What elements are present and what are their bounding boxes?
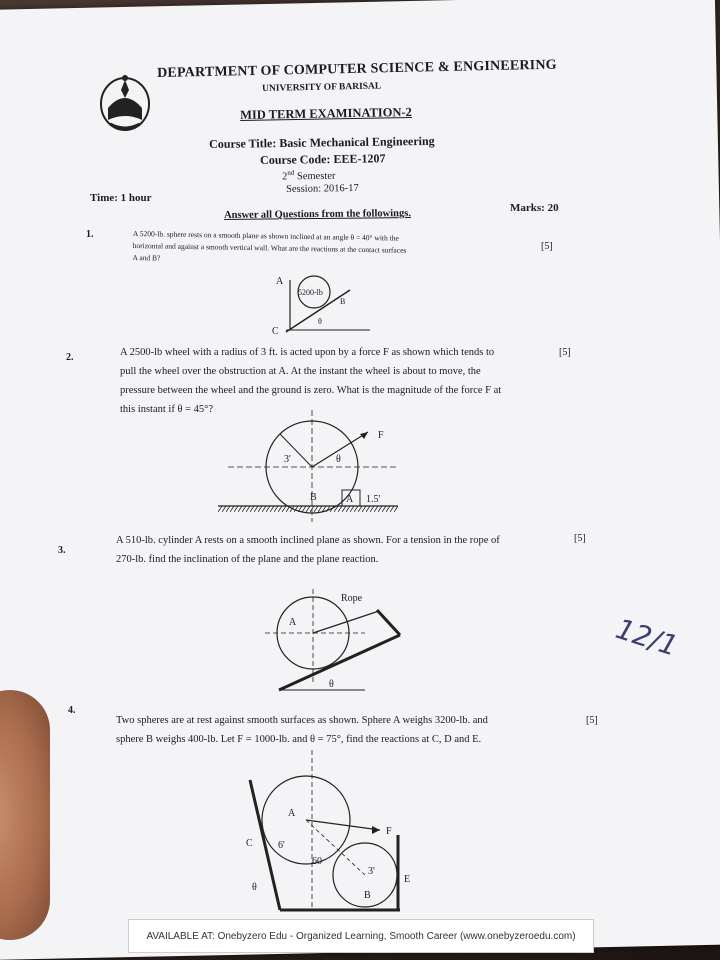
q1-line-1: A 5200-lb. sphere rests on a smooth plane as shown inclined at an angle θ = 40° with the (132, 228, 399, 243)
q1-label-a: A (276, 276, 284, 287)
q2-ground-hatch (218, 506, 398, 512)
exam-time: Time: 1 hour (90, 192, 152, 204)
q3-text (116, 531, 500, 569)
university-name: UNIVERSITY OF BARISAL (262, 81, 382, 94)
q2-label-f: F (378, 430, 384, 441)
q4-label-theta: θ (252, 882, 257, 893)
q3-label-a: A (289, 617, 297, 628)
handwritten-mark: 12/1 (611, 612, 682, 663)
q3-rope (313, 611, 379, 633)
q1-line-3: A and B? (132, 252, 161, 263)
q3-number: 3. (58, 545, 66, 556)
q2-label-b: B (310, 492, 317, 503)
q4-label-b: B (364, 890, 371, 901)
semester (282, 168, 336, 182)
q3-label-rope: Rope (341, 593, 363, 604)
q2-line-2: pull the wheel over the obstruction at A. At the instant the wheel is about to move, the (120, 366, 481, 377)
q2-label-a: A (346, 494, 354, 505)
q4-line-1: Two spheres are at rest against smooth surfaces as shown. Sphere A weighs 3200-lb. and (116, 715, 488, 726)
thumb-fingers (0, 690, 50, 940)
q3-marks: [5] (574, 533, 586, 544)
q1-weight-label: 5200-lb (298, 288, 323, 297)
q2-marks: [5] (559, 347, 571, 358)
q2-line-4: this instant if θ = 45°? (120, 404, 214, 415)
department-name: DEPARTMENT OF COMPUTER SCIENCE & ENGINEERING (157, 57, 557, 81)
q2-label-height: 1.5' (366, 494, 381, 505)
exam-marks: Marks: 20 (510, 202, 559, 214)
course-title: Course Title: Basic Mechanical Engineering (209, 133, 435, 151)
q2-figure (218, 410, 408, 525)
q4-label-f: F (386, 826, 392, 837)
semester-number: 2 (282, 171, 288, 183)
q3-line-1: A 510-lb. cylinder A rests on a smooth inclined plane as shown. For a tension in the rope of (116, 535, 500, 546)
q3-incline (279, 635, 400, 690)
q2-line-3: pressure between the wheel and the ground is zero. What is the magnitude of the force F at (120, 385, 502, 396)
q4-line-2: sphere B weighs 400-lb. Let F = 1000-lb. and θ = 75°, find the reactions at C, D and E. (116, 734, 482, 745)
q4-label-radius-b: 3' (368, 866, 375, 877)
q4-label-radius-a: 6' (278, 840, 285, 851)
q4-label-angle: 60 (312, 856, 322, 867)
q4-force-arrow-icon (372, 826, 380, 834)
q3-line-2: 270-lb. find the inclination of the plane and the plane reaction. (116, 554, 379, 565)
q4-label-c: C (246, 838, 253, 849)
q1-line-2: horizontal and against a smooth vertical wall. What are the reactions at the contact surfaces (132, 240, 407, 255)
q2-label-radius: 3' (284, 454, 291, 465)
instruction: Answer all Questions from the followings. (224, 208, 411, 221)
q4-text (116, 711, 488, 749)
q1-marks: [5] (541, 241, 553, 252)
q2-force-arrow-icon (360, 432, 368, 439)
exam-title: MID TERM EXAMINATION-2 (240, 105, 412, 122)
q4-label-e: E (404, 874, 411, 885)
session: Session: 2016-17 (286, 182, 359, 195)
q2-line-1: A 2500-lb wheel with a radius of 3 ft. is acted upon by a force F as shown which tends to (120, 347, 495, 358)
q3-figure (255, 585, 410, 695)
watermark-banner: AVAILABLE AT: Onebyzero Edu - Organized Learning, Smooth Career (www.onebyzeroedu.com) (128, 919, 594, 953)
semester-word: Semester (294, 170, 336, 183)
q2-label-theta: θ (336, 454, 341, 465)
q2-number: 2. (66, 352, 74, 363)
q3-post (377, 610, 400, 635)
course-code: Course Code: EEE-1207 (260, 151, 386, 167)
q2-text (120, 343, 501, 419)
q1-figure (260, 270, 380, 340)
q4-force-line (306, 820, 380, 830)
q1-theta-label: θ (318, 317, 322, 326)
q1-number: 1. (86, 229, 94, 240)
q1-text (132, 228, 406, 269)
q1-label-c: C (272, 326, 279, 337)
q4-label-a: A (288, 808, 296, 819)
q4-figure (240, 750, 420, 915)
q3-label-theta: θ (329, 679, 334, 690)
university-logo-icon (98, 68, 152, 134)
q4-marks: [5] (586, 715, 598, 726)
q4-number: 4. (68, 705, 76, 716)
semester-suffix: nd (287, 168, 295, 177)
q1-label-b: B (340, 297, 346, 306)
